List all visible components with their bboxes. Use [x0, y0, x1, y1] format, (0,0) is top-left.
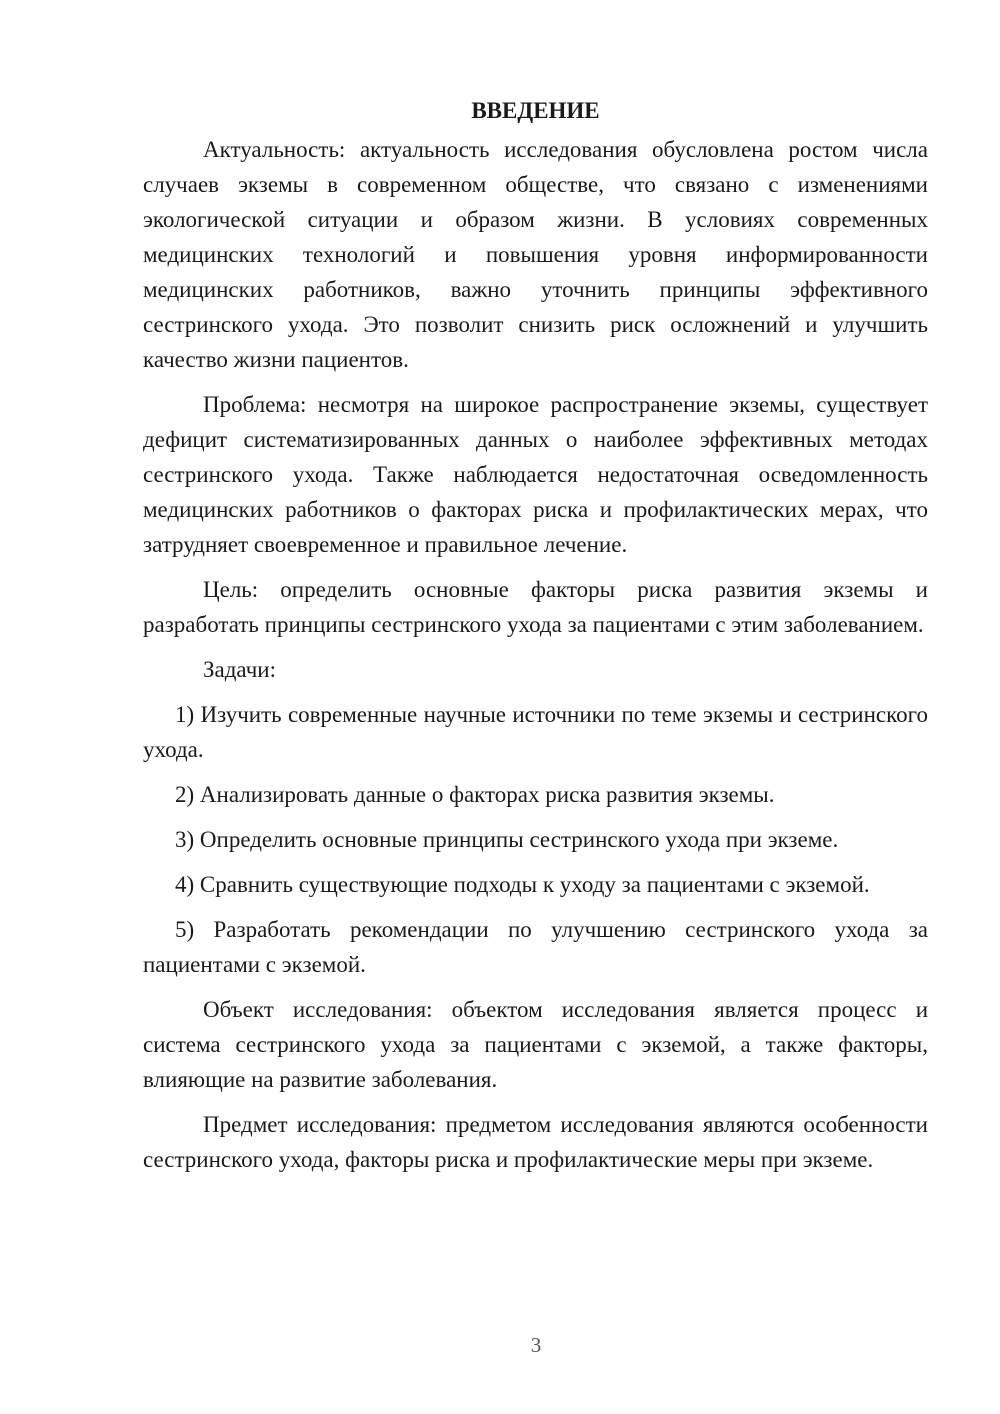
object-paragraph: Объект исследования: объектом исследования является процесс и система сестринского ухода за пациентами с экземой, а также факторы, влияющие на развитие заболевания. — [143, 997, 928, 1092]
task-item: 2) Анализировать данные о факторах риска развития экземы. — [175, 782, 775, 807]
problem-paragraph: Проблема: несмотря на широкое распространение экземы, существует дефицит систематизированных данных о наиболее эффективных методах сестринского ухода. Также наблюдается недостаточная осведомленность медицинских работников о факторах риска и профилактических мерах, что затрудняет своевременное и правильное лечение. — [143, 392, 928, 557]
goal-paragraph: Цель: определить основные факторы риска развития экземы и разработать принципы сестринского ухода за пациентами с этим заболеванием. — [143, 577, 928, 637]
page-title: ВВЕДЕНИЕ — [471, 98, 600, 123]
tasks-heading: Задачи: — [203, 657, 276, 682]
task-item: 5) Разработать рекомендации по улучшению сестринского ухода за пациентами с экземой. — [143, 917, 928, 977]
task-item: 1) Изучить современные научные источники по теме экземы и сестринского ухода. — [143, 702, 928, 762]
page-number: 3 — [530, 1333, 542, 1357]
subject-paragraph: Предмет исследования: предметом исследования являются особенности сестринского ухода, факторы риска и профилактические меры при экземе. — [143, 1112, 928, 1172]
document-page — [143, 96, 928, 1187]
tasks-list — [143, 697, 928, 982]
task-item: 3) Определить основные принципы сестринского ухода при экземе. — [175, 827, 839, 852]
task-item: 4) Сравнить существующие подходы к уходу за пациентами с экземой. — [175, 872, 870, 897]
relevance-paragraph: Актуальность: актуальность исследования обусловлена ростом числа случаев экземы в современном обществе, что связано с изменениями экологической ситуации и образом жизни. В условиях современных медицинских технологий и повышения уровня информированности медицинских работников, важно уточнить принципы эффективного сестринского ухода. Это позволит снизить риск осложнений и улучшить качество жизни пациентов. — [143, 137, 928, 372]
